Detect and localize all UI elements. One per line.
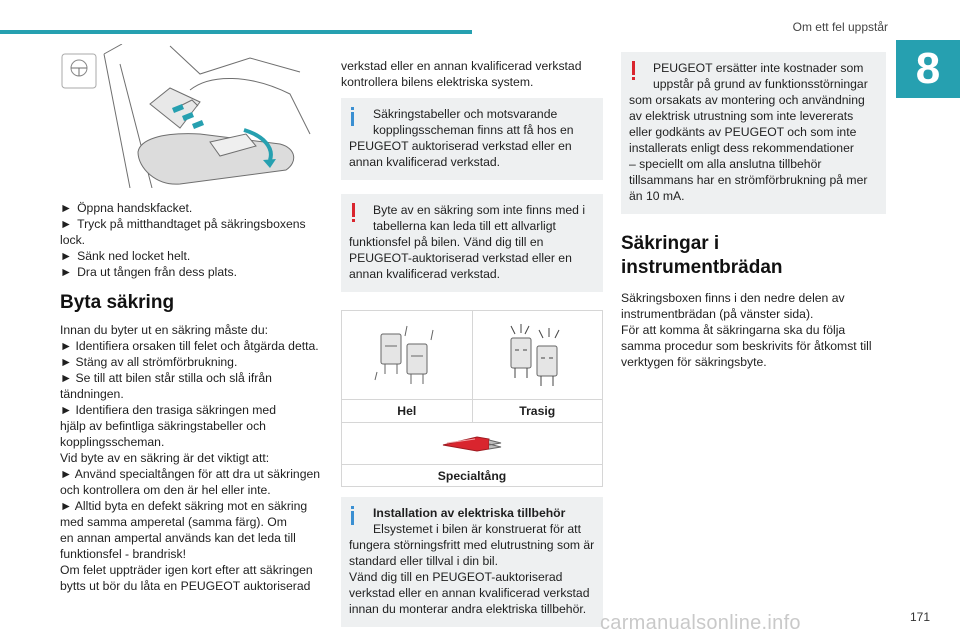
chapter-badge: 8 <box>896 40 960 98</box>
body-line: bytts ut bör du låta en PEUGEOT auktoriserad <box>60 579 311 593</box>
step-3: Sänk ned locket helt. <box>77 249 191 263</box>
column-3 <box>621 52 886 370</box>
body-line: kopplingsscheman. <box>60 435 165 449</box>
warning-note-peugeot-costs: PEUGEOT ersätter inte kostnader som uppstår på grund av funktionsstörningar som orsakats av montering och användning av elektrisk utrustning som inte levererats eller godkänts av PEUGEOT och som inte installerats enligt dess rekommendationer – speciellt om alla anslutna tillbehör tillsammans har en strömförbrukning på mer än 10 mA. <box>621 52 886 214</box>
warning-note-fuse-replacement: Byte av en säkring som inte finns med i tabellerna kan leda till ett allvarligt funktionsfel på bilen. Vänd dig till en PEUGEOT-auktoriserad verkstad eller en annan kvalificerad verkstad. <box>341 194 603 292</box>
step-4: Dra ut tången från dess plats. <box>77 265 237 279</box>
fuse-tool-illustration <box>342 422 602 464</box>
body-line: ► Identifiera den trasiga säkringen med <box>60 403 276 417</box>
warning-icon <box>632 61 635 75</box>
body-line: med samma amperetal (samma färg). Om <box>60 515 287 529</box>
body-line: ► Identifiera orsaken till felet och åtgärda detta. <box>60 339 319 353</box>
step-1: Öppna handskfacket. <box>77 201 193 215</box>
glovebox-illustration <box>60 44 318 188</box>
section-title-sakringar-instrumentbradan: Säkringar i instrumentbrädan <box>621 233 783 278</box>
body-line: Säkringsboxen finns i den nedre delen av <box>621 291 845 305</box>
running-header: Om ett fel uppstår <box>792 20 888 34</box>
body-line: hjälp av befintliga säkringstabeller och <box>60 419 266 433</box>
body-line: ► Alltid byta en defekt säkring mot en säkring <box>60 499 308 513</box>
fuse-broken-illustration <box>472 311 603 399</box>
info-note-fuse-tables: Säkringstabeller och motsvarande kopplingsscheman finns att få hos en PEUGEOT auktoriserad verkstad eller en annan kvalificerad verkstad. <box>341 98 603 180</box>
fuse-tool-label: Specialtång <box>342 464 602 486</box>
body-line: tändningen. <box>60 387 124 401</box>
body-line: verkstad eller en annan kvalificerad verkstad <box>341 59 582 73</box>
info-note-electrical-accessories: Installation av elektriska tillbehör Elsystemet i bilen är konstruerat för att fungera störningsfritt med elutrustning som är standard eller tillval i din bil. Vänd dig till en PEUGEOT-auktoriserad verkstad eller en annan kvalificerad verkstad innan du monterar andra elektriska tillbehör. <box>341 497 603 627</box>
body-line: kontrollera bilens elektriska system. <box>341 75 534 89</box>
info-icon <box>351 506 354 509</box>
body-line: För att komma åt säkringarna ska du följa <box>621 323 846 337</box>
body-line: och kontrollera om den är hel eller inte. <box>60 483 271 497</box>
top-accent-bar <box>0 30 472 34</box>
body-line: Vid byte av en säkring är det viktigt att: <box>60 451 270 465</box>
body-line: Om felet uppträder igen kort efter att säkringen <box>60 563 313 577</box>
body-line: Innan du byter ut en säkring måste du: <box>60 323 268 337</box>
body-line: en annan ampertal används kan det leda till <box>60 531 296 545</box>
fuse-puller-icon <box>437 431 507 457</box>
section-title-byta-sakring: Byta säkring <box>60 292 175 313</box>
watermark: carmanualsonline.info <box>600 612 801 634</box>
info-icon <box>351 107 354 110</box>
body-line: instrumentbrädan (på vänster sida). <box>621 307 814 321</box>
fuse-broken-label: Trasig <box>472 400 603 422</box>
body-line: ► Stäng av all strömförbrukning. <box>60 355 238 369</box>
note-title: Installation av elektriska tillbehör <box>373 506 566 520</box>
body-line: verktygen för säkringsbyte. <box>621 355 767 369</box>
body-line: samma procedur som beskrivits för åtkomst till <box>621 339 872 353</box>
body-line: ► Använd specialtången för att dra ut säkringen <box>60 467 321 481</box>
fuse-condition-table <box>341 310 603 487</box>
bullet-arrow-icon: ► <box>60 249 73 263</box>
body-line: ► Se till att bilen står stilla och slå ifrån <box>60 371 272 385</box>
body-line: funktionsfel - brandrisk! <box>60 547 186 561</box>
step-2-cont: lock. <box>60 233 86 247</box>
fuse-ok-illustration <box>342 311 472 399</box>
step-2: Tryck på mitthandtaget på säkringsboxens <box>77 217 306 231</box>
column-2 <box>341 58 603 627</box>
bullet-arrow-icon: ► <box>60 201 73 215</box>
fuse-ok-icon <box>367 320 447 390</box>
bullet-arrow-icon: ► <box>60 217 73 231</box>
bullet-arrow-icon: ► <box>60 265 73 279</box>
fuse-ok-label: Hel <box>397 404 417 418</box>
column-1 <box>60 44 328 594</box>
warning-icon <box>352 203 355 217</box>
page-number: 171 <box>909 610 930 624</box>
fuse-broken-icon <box>497 320 577 390</box>
